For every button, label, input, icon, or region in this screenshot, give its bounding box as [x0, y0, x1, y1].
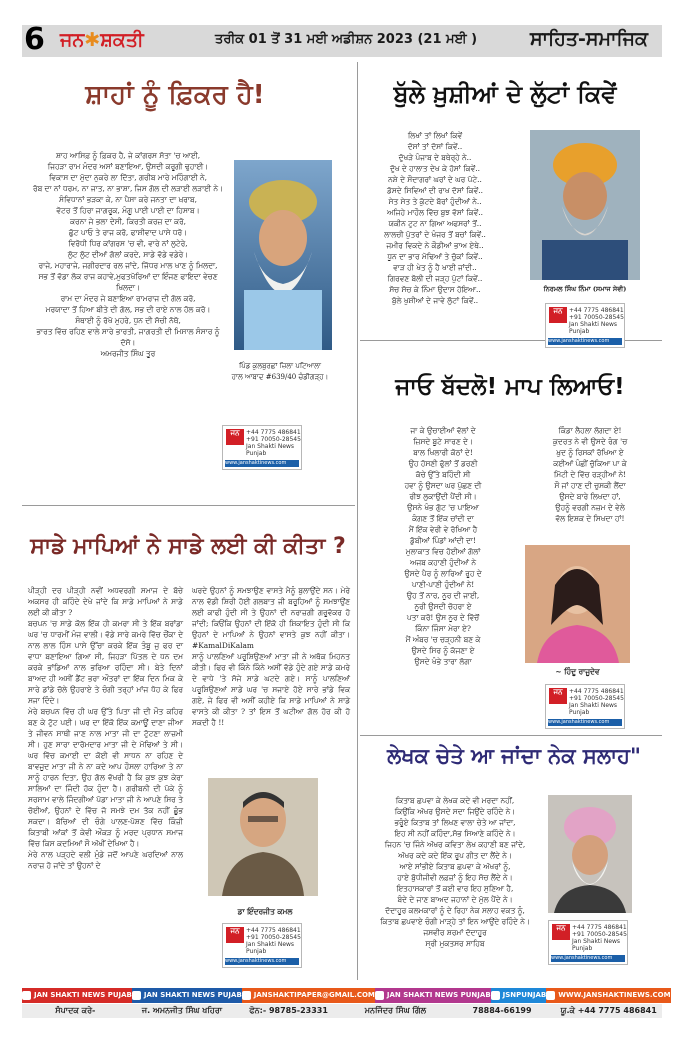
- social-link[interactable]: [132, 988, 242, 1003]
- poem-column-1: ਜਾ ਕੇ ਉਚਾਈਆਂ ਵੱਲਾਂ ਦੇ ਜ਼ਿਸਦੇ ਬੂਟੇ ਸਾਰਣ ਦੇ। ਬਾਲ ਖਿਲਾਰੀ ਕੋਠਾਂ ਦੇ! ਉਹ ਹੱਸਣੀ ਫੁੱਲਾਂ ਤੋਂ ਡਰਣੀ ਕੱਚੇ ਉੱਤੇ ਬਹਿੰਦੀ ਸੀ ਹਵਾ ਨੂੰ ਉਸਦਾ ਘਰ ਪੁੱਛਣ ਦੀ ਰੀਝ ਲੁਕਾਉਂਦੀ ਪੈਂਦੀ ਸੀ। ਉਸਨੇ ਖੰਭ ਗੁੱਟ 'ਚ ਪਾਇਆ ਕੰਗਣ ਤੋਂ ਇੱਕ ਚਾਂਦੀ ਦਾ ਮੈਂ ਇੱਕ ਵੇਰੀ ਵੇ ਰੱਖਿਆ ਹੈ ਡੁੱਬੀਆਂ ਪਿੰਡਾਂ ਆਂਦੀ ਦਾ! ਮੁਲਾਕਾਤ ਵਿਚ ਹੋਈਆਂ ਗੱਲਾਂ ਅਜਬ ਕਹਾਣੀ ਹੁੰਦੀਆਂ ਨੇ ਉਸਦੇ ਪੈਰ ਨੂੰ ਲਾਰਿਆਂ ਰੂਹ ਦੇ ਪਾਣੀ-ਪਾਣੀ ਹੁੰਦੀਆਂ ਨੇ! ਉਹ ਤੋਂ ਨਾਰ, ਨੂਰ ਦੀ ਜਾਈ, ਨੂਰੀ ਉਸਦੀ ਚੋਹਰਾ ਏ ਪਤਾ ਕਰੋ! ਉਸ ਨੂਰ ਦੇ ਵਿੱਚੋਂ ਕਿੰਨਾ ਜਿੰਸਾ ਮੇਰਾ ਏ? ਮੈਂ ਅੰਬਰ 'ਚ ਚੜ੍ਹਨੀ ਬਣ ਕੇ ਉਸਦੇ ਸਿਰ ਨੂੰ ਕੱਜਣਾ ਏ ਉਸਦੇ ਖੰਭੇ ਤਾਰਾ ਲੱਗਾ: [404, 426, 482, 666]
- social-icon: [22, 991, 31, 1000]
- author-address: ਪਿੰਡ ਕੁਲਬੁਰਛਾਂ ਜ਼ਿਲਾ ਪਟਿਆਲਾ ਹਾਲ ਆਬਾਦ #639/40 ਚੰਡੀਗੜ੍ਹ।: [231, 362, 329, 381]
- article-title: ਲੇਖਕ ਚੇਤੇ ਆ ਜਾਂਦਾ ਨੇਕ ਸਲਾਹ": [387, 744, 641, 768]
- contact-item: ਫੋਨ:- 98785-23331: [249, 1006, 328, 1015]
- article-column-2: ਘਰਦੇ ਉਹਨਾਂ ਨੂੰ ਸਮਝਾਉਣ ਵਾਸਤੇ ਮੈਨੂੰ ਬੁਲਾਉਂਦੇ ਸਨ। ਮੇਰੇ ਨਾਲ ਵੱਡੀ ਸ਼ਿਰੀ ਹੋਈ ਗਲਬਾਤ ਜੀ ਬਰੂਹਿਆਂ ਨੂੰ ਸਮਝਾਉਂਣ ਲਈ ਕਾਫੀ ਹੁੰਦੀ ਸੀ ਤੇ ਉਹਨਾਂ ਦੀ ਨਰਾਜ਼ਗੀ ਗਰੂਵੱਕਰ ਹੋ ਜਾਂਦੀ; ਕਿਓਂਕਿ ਉਹਨਾਂ ਦੀ ਇੱਕੋ ਹੀ ਸ਼ਿਕਾਇਤ ਹੁੰਦੀ ਸੀ ਕਿ ਉਹਨਾਂ ਦੇ ਮਾਪਿਆਂ ਨੇ ਉਹਨਾਂ ਵਾਸਤੇ ਕੁਝ ਨਹੀਂ ਕੀਤਾ।#KamalDiKalam ਸਾਨੂੰ ਪਾਲਣਿਆਂ ਪਰੂਸ਼ਿਉਣਆਂ ਮਾਤਾ ਜੀ ਨੇ ਅਥੱਕ ਮਿਹਨਤ ਕੀਤੀ। ਫਿਰ ਵੀ ਕਿੰਨੇ ਕਿੰਨੇ ਅਸੀਂ ਵੱਡੇ ਹੁੰਦੇ ਗਏ ਸਾਡੇ ਕਮਰੇ ਦੇ ਵਾਧੇ 'ਤੇ ਸੱਜੇ ਸਾਡੇ ਘਟਦੇ ਗਏ। ਸਾਨੂੰ ਪਾਲਣਿਆਂ ਪਰੂਸ਼ਿਉਣਆਂ ਸਾਡੇ ਘਰ 'ਚ ਸਜਾਏ ਹੋਏ ਸਾਰੇ ਭਾਂਡੇ ਵਿਕ ਗਏ, ਜੇ ਫਿਰ ਵੀ ਅਸੀਂ ਕਹੀਏ ਕਿ ਸਾਡੇ ਮਾਪਿਆਂ ਨੇ ਸਾਡੇ ਵਾਸਤੇ ਕੀ ਕੀਤਾ ? ਤਾਂ ਇਸ ਤੋਂ ਘਟੀਆ ਗੱਲ ਹੋਰ ਕੀ ਹੋ ਸਕਦੀ ਹੈ !!: [192, 586, 350, 727]
- social-link-label: JAN SHAKTI NEWS PUJAB: [34, 991, 132, 999]
- ad-url: www.janshaktinews.com: [225, 460, 299, 467]
- ad-logo: ਜਨ: [549, 688, 567, 704]
- ad-phones: +44 7775 486841 +91 70050-28545 Jan Shakti News Punjab: [246, 927, 301, 955]
- contact-bar: [22, 1004, 662, 1018]
- social-icon: [491, 991, 500, 1000]
- social-icon: [546, 991, 555, 1000]
- social-link[interactable]: [491, 988, 547, 1003]
- ad-url: www.janshaktinews.com: [548, 719, 622, 726]
- social-link-label: JAN SHAKTI NEWS PUNJAB: [386, 991, 491, 999]
- social-link-label: JAN SHAKTI NEWS PUJAB: [143, 991, 242, 999]
- contact-item: ਯੂ.ਕੇ +44 7775 486841: [560, 1006, 657, 1015]
- ad-phones: +44 7775 486841 +91 70050-28545 Jan Shakti News Punjab: [569, 307, 624, 335]
- author-name: ਨਿਰਮਲ ਸਿੰਘ ਨਿੰਮਾ (ਸਮਾਜ ਸੇਵੀ): [543, 285, 627, 293]
- author-photo: [525, 545, 630, 663]
- social-links-bar: [22, 988, 671, 1003]
- social-link-label: JANSHAKTIPAPER@GMAIL.COM: [253, 991, 375, 999]
- advert-box: [222, 425, 302, 470]
- social-link-label: JSNPUNJAB: [502, 991, 547, 999]
- advert-box: [545, 684, 625, 729]
- advert-box: [545, 303, 625, 348]
- column-divider: [357, 62, 358, 980]
- social-link[interactable]: [22, 988, 132, 1003]
- poem-column-2: ਕਿੰਡਾ ਲੈਹਲਾ ਲੱਗਦਾ ਏ! ਕੁਦਰਤ ਨੇ ਵੀ ਉਸਦੇ ਰੰਗ 'ਚ ਖ਼ੁਦ ਨੂੰ ਰਿਸਕਾਂ ਰੱਖਿਆ ਏ ਕਈਆਂ ਪੰਛੀਂ ਚੁੱਕਿਆ ਪਾ ਕੇ ਮਿੱਟੀ ਦੇ ਵਿੱਚ ਰੜ੍ਹੀਆਂ ਨੇ! ਸੌ ਜਾਂ ਹਾਣ ਦੀ ਚੁਸਕੀ ਲੈਂਦਾ ਉਸਦੇ ਬਾਰੇ ਲਿਖਦਾ ਹਾਂ, ਉਹਨੂੰ ਵਰਗੀ ਨਜ਼ਮ ਦੇ ਵੇਲੇ ਵੱਲ ਇਸ਼ਕ ਦੇ ਸਿਖਦਾ ਹਾਂ!: [552, 426, 628, 523]
- author-name: ਡਾ ਇੰਦਰਜੀਤ ਕਮਲ: [237, 907, 293, 916]
- author-photo: [208, 778, 318, 896]
- advert-box: [548, 920, 628, 965]
- row-divider: [22, 505, 355, 506]
- author-photo: [234, 160, 332, 350]
- author-name: ~ ਹਿੰਦੂ ਰਾਜੂਦੇਵ: [555, 667, 600, 676]
- social-link[interactable]: [375, 988, 491, 1003]
- article-title: ਸਾਡੇ ਮਾਪਿਆਂ ਨੇ ਸਾਡੇ ਲਈ ਕੀ ਕੀਤਾ ?: [30, 534, 346, 559]
- article-title: ਬੁੱਲੇ ਖ਼ੁਸ਼ੀਆਂ ਦੇ ਲੁੱਟਾਂ ਕਿਵੇਂ: [393, 80, 617, 108]
- social-icon: [375, 991, 384, 1000]
- social-link[interactable]: [242, 988, 375, 1003]
- social-icon: [132, 991, 141, 1000]
- ad-logo: ਜਨ: [549, 307, 567, 323]
- article-poem: ਲਿਖਾਂ ਤਾਂ ਲਿਖਾਂ ਕਿਵੇਂ ਦੱਸਾਂ ਤਾਂ ਦੱਸਾਂ ਕਿਵੇਂ.. ਦੁੱਖੜੇ ਪੰਜਾਬ ਦੇ ਬਥੇਰ੍ਹੇ ਨੇ.. ਦੁੱਖ ਦੇ ਹਾਲਾਤ ਦੇਖ ਕੇ ਹੱਸਾਂ ਕਿਵੇਂ.. ਨਸ਼ੇ ਦੇ ਸੌਦਾਗਰਾਂ ਘਰਾਂ ਦੇ ਘਰ ਪੱਟੇ.. ਡੱਸਦੇ ਸਿਵਿਆਂ ਦੀ ਰਾਖ ਦੱਸਾਂ ਕਿਵੇਂ.. ਸੇਤ ਸੇਤ ਤੇ ਕੁੱਟਦੇ ਬੋਰਾਂ ਹੁੰਦੀਆਂ ਨੇ.. ਅਜਿਹੇ ਮਾਹੌਲ ਵਿੱਚ ਬੁਝ ਵੱਸਾਂ ਕਿਵੇਂ.. ਯਕੀਨ ਟੁਟ ਨਾ ਗਿਆ ਅਫਸਰਾਂ ਤੋਂ.. ਲਾਲਚੀ ਪੁੱਤਰਾਂ ਦੇ ਖੰਜਰ ਤੋਂ ਬਚਾਂ ਕਿਵੇਂ.. ਜਮੀਰ ਵਿਕਦੇ ਨੇ ਕੌਡੀਆਂ ਭਾਅ ਏਥੇ.. ਧੂਨ ਦਾ ਭਾਰ ਮੋਢਿਆਂ ਤੇ ਚੁੱਕਾਂ ਕਿਵੇਂ.. ਵਾੜ ਹੀ ਖੇਤ ਨੂੰ ਹੈ ਖਾਈ ਜਾਂਦੀ.. ਗਿਰਵਣ ਬੋਲੀ ਦੀ ਜੜ੍ਹ ਪੁੱਟਾਂ ਕਿਵੇਂ.. ਸੋਚ ਸੋਚ ਕੇ ਨਿੰਮਾ ਉਦਾਸ ਹੋਇਆ.. ਬੁੱਲੇ ਖੁਸ਼ੀਆਂ ਦੇ ਜਾਵੇ ਲੁੱਟਾਂ ਕਿਵੇਂ..: [384, 131, 486, 305]
- contact-item: ਸੰਪਾਦਕ ਕਰੇ-: [55, 1006, 96, 1015]
- social-link[interactable]: [546, 988, 670, 1003]
- ad-phones: +44 7775 486841 +91 70050-28545 Jan Shakti News Punjab: [569, 688, 624, 716]
- ad-logo: ਜਨ: [226, 927, 244, 943]
- article-poem: ਸ਼ਾਹ ਆਸਿਫ਼ ਨੂੰ ਫ਼ਿਕਰ ਹੈ, ਜੇ ਕਾਂਗਰਸ ਸੱਤਾ 'ਚ ਆਈ, ਜਿਹੜਾ ਰਾਮ ਮੰਦਰ ਅਸਾਂ ਬਣਾਇਆ, ਉਸਦੀ ਕਰੂਗੀ ਢੁਹਾਈ। ਵਿਕਾਸ ਦਾ ਮੁੱਦਾ ਨੁਕਰੇ ਲਾ ਦਿੱਤਾ, ਗਰੀਬ ਮਾਰੇ ਮਹਿੰਗਾਈ ਨੇ, ਰੱਬ ਦਾ ਨਾਂ ਧਰਮ, ਨਾ ਜਾਤ, ਨਾ ਭਾਸ਼ਾ, ਜਿਸ ਗੱਲ ਦੀ ਲੜਾਈ ਲੜਾਈ ਨੇ। ਸੰਵਿਧਾਨਾਂ ਭੜਕਾ ਕੇ, ਨਾ ਪੈਸਾ ਕਰੇ ਜਨਤਾ ਦਾ ਖ਼ਰਾਬ, ਵੋਟਰ ਤੋਂ ਹਿਰਾ ਜਾਗਰੂਕ, ਮੰਗੂ ਪਾਈ ਪਾਈ ਦਾ ਹਿਸਾਬ। ਕਰਨਾ ਜੇ ਭਲਾ ਦੇਸੀ, ਕਿਰਤੀ ਕਰਜ਼ ਦਾ ਕਰੋ, ਛੁੱਟ ਪਾਓ ਤੇ ਰਾਜ ਕਰੋ, ਫਾਸ਼ੀਵਾਦ ਪਾਸੇ ਧਰੋ। ਵਿਰੋਧੀ ਧਿਰ ਕਾਂਗਰਸ 'ਚ ਵੀ, ਵਾਰੇ ਨਾਂ ਲੁਟੇਰੇ, ਲੁੱਟ ਲੁੱਟ ਦੀਆਂ ਗੱਲਾਂ ਕਰਦੇ, ਸਾਡੇ ਵੱਡੇ ਵਡੇਰੇ। ਰਾਜੇ, ਮਹਾਰਾਜੇ, ਜਗੀਰਦਾਰ ਰਲ ਜਾਂਦੇ, ਜਿੱਧਰ ਮਾਲ ਖਾਣ ਨੂੰ ਮਿਲਦਾ, ਸਭ ਤੋਂ ਵੱਡਾ ਲੋਕ ਰਾਜ ਕਹਾਵੇ,ਮੁਫਤਖੋਰਿਆਂ ਦਾ ਇੰਜਣ ਫਾਇਦਾ ਵੇਚਣ ਖਿਲਦਾ। ਰਾਮ ਦਾ ਮੰਦਰ ਜੇ ਬਣਾਇਆ ਰਾਮਰਾਜ ਦੀ ਗੱਲ ਕਰੋ, ਮਰਯਾਦਾ ਤੋਂ ਹਿਆ ਬੀਤੇ ਦੀ ਗੱਲ, ਸਭ ਦੀ ਰਾਏ ਨਾਲ ਹੱਲ ਕਰੋ। ਸੰਥਾਈ ਨੂੰ ਰੱਖੋ ਮੁਹਰੇ, ਧੁਨ ਦੀ ਸੱਚੀ ਨੱਥੋ, ਭਾਰਤ ਵਿੱਚ ਰਹਿਣ ਵਾਲੇ ਸਾਰੇ ਭਾਰਤੀ, ਜਾਗਰਤੀ ਦੀ ਮਿਸਾਲ ਸੰਸਾਰ ਨੂੰ ਦੱਸੋ। ਅਮਰਜੀਤ ਸਿੰਘ ਤੂਰ: [33, 151, 223, 358]
- article-title: ਸ਼ਾਹਾਂ ਨੂੰ ਫ਼ਿਕਰ ਹੈ!: [85, 80, 265, 110]
- author-photo: [530, 130, 640, 280]
- contact-item: ਜ. ਅਮਨਜੀਤ ਸਿੰਘ ਖਹਿਰਾ: [141, 1006, 223, 1015]
- ad-url: www.janshaktinews.com: [551, 955, 625, 962]
- ad-phones: +44 7775 486841 +91 70050-28545 Jan Shakti News Punjab: [572, 924, 627, 952]
- ad-logo: ਜਨ: [552, 924, 570, 940]
- article-column-1: ਪੀੜ੍ਹੀ ਦਰ ਪੀੜ੍ਹੀ ਨਵੀਂ ਅਧਵਰਗੀ ਸਮਾਜ ਦੇ ਬੱਚੇ ਅਕਸਰ ਹੀ ਕਹਿੰਦੇ ਦੇਖੇ ਜਾਂਦੇ ਕਿ ਸਾਡੇ ਮਾਪਿਆਂ ਨੇ ਸਾਡੇ ਲਈ ਕੀ ਕੀਤਾ ? ਬਚਪਨ 'ਚ ਸਾਡੇ ਕੋਲ ਇੱਕ ਹੀ ਕਮਰਾ ਸੀ ਤੇ ਇੱਕ ਬਰਾਂਡਾ ਘਰ 'ਚ ਧਾਰਮੀਂ ਮੰਜ ਵਾਲੀ। ਵੱਡੇ ਸਾਰੇ ਕਮਰੇ ਵਿੱਚ ਚੌਂਕਾ ਦੇ ਨਾਲ ਲਾਲ ਹਿੰਸ ਪਾਸੇ ਉੱਚਾ ਕਰਕੇ ਇੱਕ ਤੰਬੂ ਜੁ ਫਰ ਦਾ ਵਾਧਾ ਬਣਾਇਆ ਗਿਆ ਸੀ, ਜਿਹੜਾ ਪਿੱਤਲ ਦੇ ਧਨ ਦਮ ਕਰਕੇ ਭਾਂਡਿਆਂ ਨਾਲ ਭਰਿਆ ਰਹਿੰਦਾ ਸੀ। ਬੇਤੇ ਦਿਨਾਂ ਬਾਅਦ ਹੀ ਅਸੀਂ ਡੈਂਟ ਭਰਾ ਔਤਰਾਂ ਦਾ ਇੱਕ ਦਿਨ ਮਿਕ ਕੇ ਸਾਰੇ ਡਾਂਡੇ ਚੱਲੇ ਉਹਰਾਏ ਤੇ ਚੰਗੀ ਤਰ੍ਹਾਂ ਮਾਂਜ ਧੋਹ ਕੇ ਫਿਰ ਸਜਾ ਦਿੰਦੇ। ਮੇਰੇ ਬਚਪਨ ਵਿੱਚ ਹੀ ਘਰ ਉੱਤੇ ਪਿਤਾ ਜੀ ਦੀ ਮੌਤ ਕਹਿਰ ਬਣ ਕੇ ਟੁੱਟ ਪਈ। ਘਰ ਦਾ ਇੱਕੋ ਇੱਕ ਕਮਾਊਂ ਦਾਣਾ ਜੀਆ ਤੇ ਜੀਵਨ ਸਾਥੀ ਜਾਣ ਨਾਲ ਮਾਤਾ ਜੀ ਦਾ ਟੁੱਟਣਾ ਲਾਜ਼ਮੀ ਸੀ। ਹੁਣ ਸਾਰਾ ਦਾਰੋਮਦਾਰ ਮਾਤਾ ਜੀ ਦੇ ਮੋਢਿਆਂ ਤੇ ਸੀ। ਘਰ ਵਿੱਚ ਕਮਾਈ ਦਾ ਕੋਈ ਵੀ ਸਾਧਨ ਨਾ ਰਹਿਣ ਦੇ ਬਾਵਜੂਦ ਮਾਤਾ ਜੀ ਨੇ ਨਾ ਕਦੇ ਆਪ ਹੌਸਲਾ ਹਾਰਿਆ ਤੇ ਨਾ ਸਾਨੂੰ ਹਾਰਨ ਦਿਤਾ, ਉਹ ਗੱਲ ਵੱਖਰੀ ਹੈ ਕਿ ਕੁਝ ਕੁਝ ਕੇਰਾ ਸਾਲਿਆਂ ਦਾ ਜਿੰਦੀ ਹੱਕ ਹੁੰਦਾ ਹੈ। ਗਰੀਬਨੀ ਦੀ ਪੱਕੇ ਨੂੰ ਸਰਸਾਮ ਵਾਲੇ ਜਿੰਦਗੀਆਂ ਪੱਡਾ ਮਾਤਾ ਜੀ ਨੇ ਆਪਣੇ ਸਿਰ ਤੇ ਚੋਈਆਂ, ਉਹਨਾਂ ਦੇ ਵਿੱਚ ਜੋ ਸਮਝੇ ਦਮ ਤੱਕ ਨਹੀਂ ਛੂੰਭ ਸਕਦਾ। ਬੱਚਿਆਂ ਦੀ ਚੰਗੇ ਪਾਲਣ-ਪੋਸ਼ਣ ਵਿੱਚ ਕਿੰਜ਼ੀ ਕਿਤਾਬੀ ਆਂਕਾਂ ਤੋਂ ਕੇਵੀ ਔਕੜ ਨੂੰ ਮਰਦ ਪ੍ਰਧਾਨ ਸਮਾਜ ਵਿੱਚ ਕਿਸ ਕਦਮਿਆਂ ਸੌ ਅੱਖੀਂ ਦੇਖਿਆ ਹੈ। ਮੇਰੇ ਨਾਲ ਪੜ੍ਹਦੇ ਵਲੀ ਮੁੰਡੇ ਜਦੋਂ ਆਪਣੇ ਘਰਦਿਆਂ ਨਾਲ ਨਰਾਜ਼ ਹੋ ਜਾਂਦੇ ਤਾਂ ਉਹਨਾਂ ਦੇ: [28, 586, 183, 870]
- contact-item: ਮਨਜਿੰਦਰ ਸਿੰਘ ਗਿੱਲ: [364, 1006, 426, 1015]
- newspaper-logo: ਜਨ✱ਸ਼ਕਤੀ: [60, 29, 144, 51]
- page-number: 6: [24, 22, 45, 57]
- ad-phones: +44 7775 486841 +91 70050-28545 Jan Shakti News Punjab: [246, 429, 301, 457]
- edition-dateline: ਤਰੀਕ 01 ਤੋਂ 31 ਮਈ ਅਡੀਸ਼ਨ 2023 (21 ਮਈ ): [215, 32, 478, 47]
- author-photo: [548, 795, 632, 913]
- ad-url: www.janshaktinews.com: [225, 958, 299, 965]
- ad-url: www.janshaktinews.com: [548, 338, 622, 345]
- contact-item: 78884-66199: [472, 1006, 532, 1015]
- section-title: ਸਾਹਿਤ-ਸਮਾਜਿਕ: [530, 28, 648, 50]
- social-icon: [242, 991, 251, 1000]
- advert-box: [222, 923, 302, 968]
- ad-logo: ਜਨ: [226, 429, 244, 445]
- article-poem: ਕਿਤਾਬ ਛਪਵਾ ਕੇ ਲੇਖਕ ਕਦੇ ਵੀ ਮਰਦਾ ਨਹੀਂ, ਕਿਉਂਕਿ ਅੱਖਰ ਉਸਦੇ ਸਦਾ ਜਿਉਂਦੇ ਰਹਿੰਦੇ ਨੇ। ਭਰੂੰਏ ਕਿਤਾਬ ਤਾਂ ਲਿਖਣ ਵਾਲਾ ਚੇਤੇ ਆ ਜਾਂਦਾ, ਇਹ ਸੀ ਨਹੀਂ ਕਹਿੰਦਾ,ਸੱਭ ਸਿਆਣੇ ਕਹਿੰਦੇ ਨੇ। ਜਿਹਨ 'ਚ ਜਿੰਨੇ ਅੱਖਰ ਕਵਿਤਾ ਲੇਖ ਕਹਾਣੀ ਬਣ ਜਾਂਦੇ, ਅੱਖਰ ਕਦੇ ਕਦੇ ਇੱਕ ਰੂਪ ਗੀਤ ਦਾ ਲੈਂਦੇ ਨੇ। ਆਏ ਸਾਂਭੀਏ ਕਿਤਾਬ ਛਪਵਾ ਕੇ ਅੱਖਰਾਂ ਨੂੰ, ਹਾਏ ਬੁੱਧੀਜੀਵੀ ਲਫ਼ਜ਼ਾਂ ਨੂੰ ਇਹ ਸੋਚ ਲੈਂਦੇ ਨੇ। ਇਤਹਾਸਕਾਰਾਂ ਤੋਂ ਕਈ ਵਾਰ ਇਹ ਸੁਣਿਆ ਹੈ, ਬੰਦੇ ਦੇ ਜਾਣ ਬਾਅਦ ਜਹਾਨਾਂ ਦੇ ਮੁੱਲ ਪੈਂਦੇ ਨੇ। ਦੱਦਾਹੂਰ ਕਲਮਕਾਰਾਂ ਨੂੰ ਦੇ ਰਿਹਾ ਨੇਕ ਸਲਾਹ ਵਕਤ ਨੂੰ, ਕਿਤਾਬ ਛਪਵਾਏ ਚੰਗੀ ਮਾੜ੍ਹੇ ਤਾਂ ਇਨ ਆਉਂਦੇ ਰਹਿੰਦੇ ਨੇ। ਜਸਵੀਰ ਸ਼ਰਮਾਂ ਦੱਦਾਹੂਰ ਸ੍ਰੀ ਮੁਕਤਸਰ ਸਾਹਿਬ: [380, 796, 530, 948]
- row-divider: [360, 735, 662, 736]
- article-title: ਜਾਓ ਬੱਦਲੋ! ਮਾਪ ਲਿਆਓ!: [395, 374, 625, 400]
- social-link-label: WWW.JANSHAKTINEWS.COM: [558, 991, 671, 999]
